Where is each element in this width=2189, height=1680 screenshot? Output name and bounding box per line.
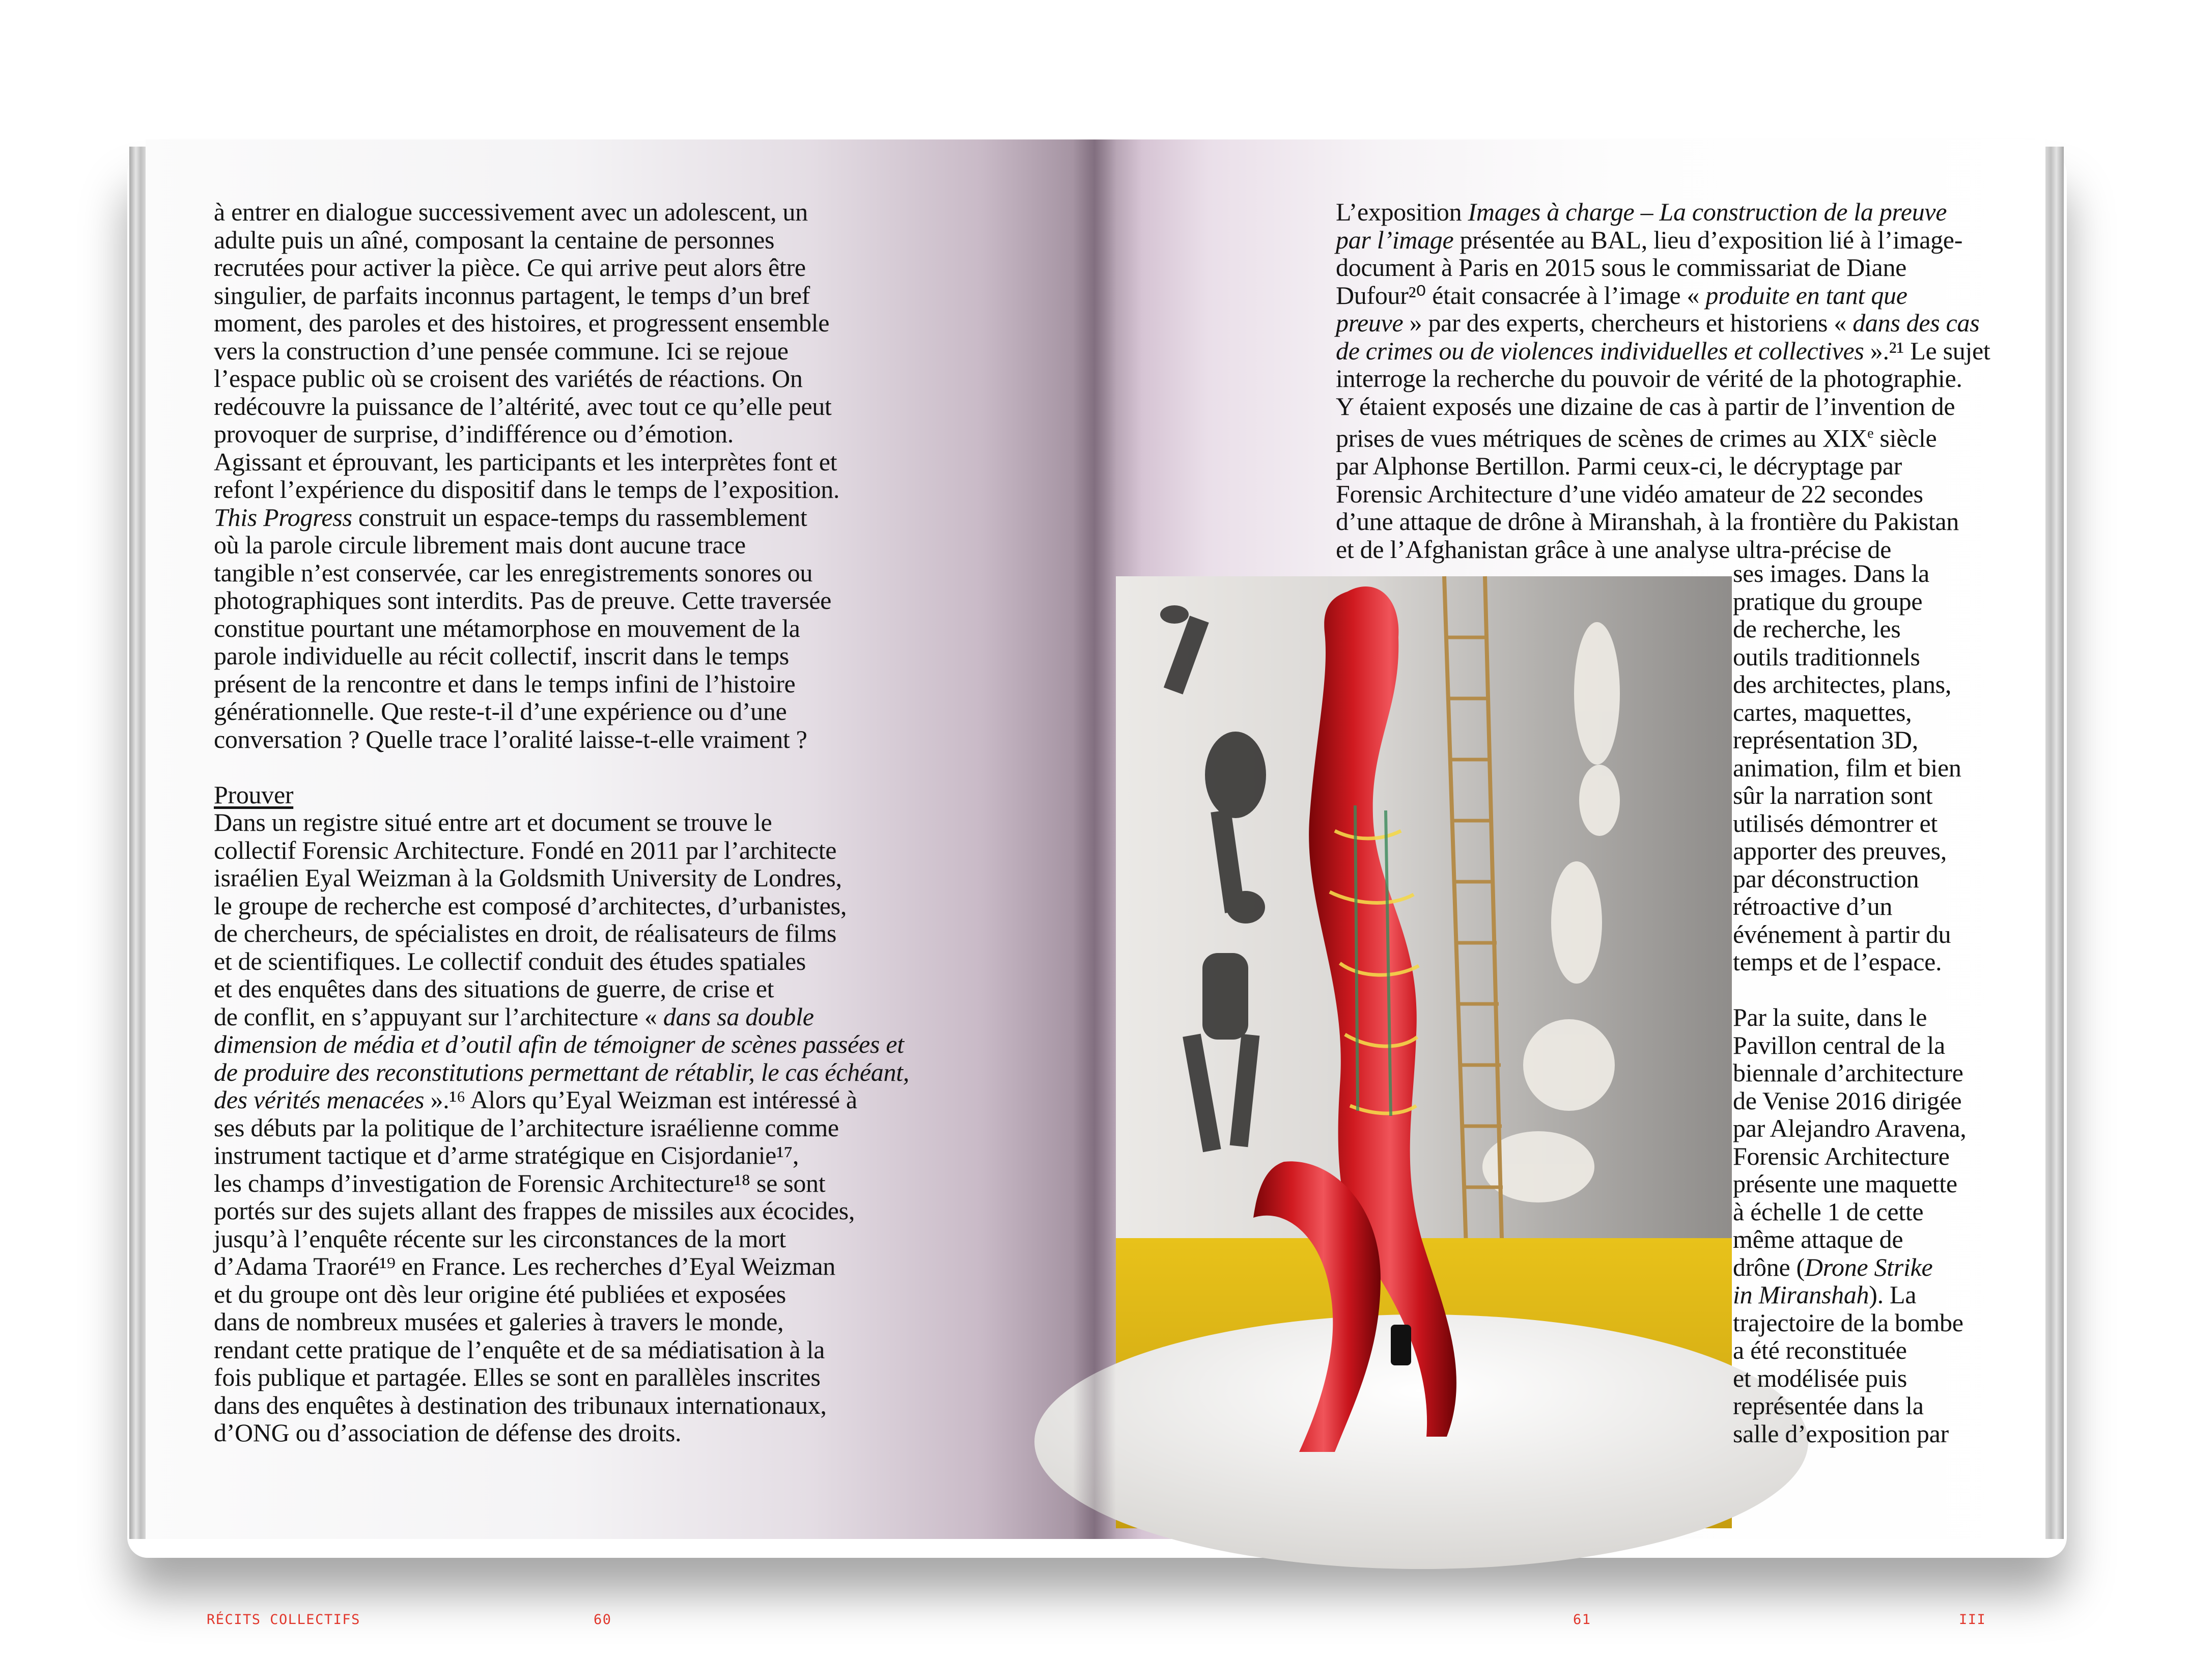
exhibition-title: par l’image xyxy=(1336,225,1454,254)
superscript: e xyxy=(1867,426,1874,441)
sculpture-photo xyxy=(1116,576,1732,1528)
quote-italic: dans sa double xyxy=(663,1002,814,1031)
page-stack-right xyxy=(2045,147,2064,1539)
text-line: d’Adama Traoré¹⁹ en France. Les recherches d’Eyal Weizman xyxy=(214,1252,835,1280)
page-number: 60 xyxy=(594,1612,612,1628)
text-line: provoquer de surprise, d’indifférence ou d’émotion. xyxy=(214,419,734,448)
quote-italic: preuve xyxy=(1336,309,1404,337)
text-line: document à Paris en 2015 sous le commissariat de Diane xyxy=(1336,253,1907,282)
text-line: le groupe de recherche est composé d’architectes, d’urbanistes, xyxy=(214,891,847,920)
text-line: fois publique et partagée. Elles se sont en parallèles inscrites xyxy=(214,1363,821,1391)
text-line: à échelle 1 de cette xyxy=(1733,1197,1924,1226)
text-line xyxy=(1336,282,2018,310)
text-line: et des enquêtes dans des situations de guerre, de crise et xyxy=(214,974,774,1003)
text-line: Pavillon central de la xyxy=(1733,1030,1945,1059)
text-line: instrument tactique et d’arme stratégique en Cisjordanie¹⁷, xyxy=(214,1141,799,1169)
text-line: où la parole circule librement mais dont aucune trace xyxy=(214,530,746,559)
page-number: 61 xyxy=(1573,1612,1591,1628)
text-line: rétroactive d’un xyxy=(1733,892,1893,920)
text-run: drône ( xyxy=(1733,1252,1805,1281)
text-run: ».²¹ Le sujet xyxy=(1864,336,1990,365)
text-line: Agissant et éprouvant, les participants et les interprètes font et xyxy=(214,447,837,476)
text-line: l’espace public où se croisent des variétés de réactions. On xyxy=(214,364,803,393)
text-line: les champs d’investigation de Forensic Architecture¹⁸ se sont xyxy=(214,1168,826,1197)
book-gutter xyxy=(1073,139,1116,1539)
quote-italic: de produire des reconstitutions permettant de rétablir, le cas échéant, xyxy=(214,1057,909,1086)
right-body-text-top xyxy=(1336,198,2018,563)
text-line xyxy=(1336,198,2018,226)
text-line: de chercheurs, de spécialistes en droit, de réalisateurs de films xyxy=(214,919,837,947)
text-line: sûr la narration sont xyxy=(1733,781,1933,809)
artwork-title: in Miranshah xyxy=(1733,1280,1869,1309)
text-line: conversation ? Quelle trace l’oralité laisse-t-elle vraiment ? xyxy=(214,724,807,753)
text-line: jusqu’à l’enquête récente sur les circonstances de la mort xyxy=(214,1224,786,1253)
text-line xyxy=(1336,226,2018,254)
text-line: Forensic Architecture d’une vidéo amateur de 22 secondes xyxy=(1336,479,1923,508)
text-run: » par des experts, chercheurs et historiens « xyxy=(1403,309,1853,337)
quote-italic: produite en tant que xyxy=(1705,281,1907,310)
text-line: par Alphonse Bertillon. Parmi ceux-ci, le décryptage par xyxy=(1336,452,1902,481)
text-line xyxy=(214,503,1028,531)
artwork-title: This Progress xyxy=(214,502,352,531)
text-line: d’une attaque de drône à Miranshah, à la frontière du Pakistan xyxy=(1336,507,1959,536)
text-line: animation, film et bien xyxy=(1733,753,1961,782)
text-line: portés sur des sujets allant des frappes de missiles aux écocides, xyxy=(214,1196,855,1225)
text-line: générationnelle. Que reste-t-il d’une expérience ou d’une xyxy=(214,697,787,725)
text-line: présent de la rencontre et dans le temps infini de l’histoire xyxy=(214,669,796,698)
text-line: constitue pourtant une métamorphose en mouvement de la xyxy=(214,613,800,642)
text-line: dans des enquêtes à destination des tribunaux internationaux, xyxy=(214,1390,827,1419)
text-line xyxy=(1336,420,2018,452)
left-page xyxy=(146,139,1094,1628)
text-line: parole individuelle au récit collectif, inscrit dans le temps xyxy=(214,641,789,670)
quote-italic: dimension de média et d’outil afin de témoigner de scènes passées et xyxy=(214,1030,904,1058)
text-line: vers la construction d’une pensée commune. Ici se rejoue xyxy=(214,336,789,365)
right-page xyxy=(1094,139,2045,1628)
text-line: et du groupe ont dès leur origine été publiées et exposées xyxy=(214,1279,786,1308)
quote-italic: des vérités menacées xyxy=(214,1085,425,1114)
text-line: pratique du groupe xyxy=(1733,586,1923,615)
text-line: israélien Eyal Weizman à la Goldsmith University de Londres, xyxy=(214,863,842,892)
text-run: prises de vues métriques de scènes de crimes au XIX xyxy=(1336,424,1868,453)
paragraph-gap xyxy=(1733,976,1998,1004)
text-line: ses images. Dans la xyxy=(1733,559,1929,587)
text-line: à entrer en dialogue successivement avec un adolescent, un xyxy=(214,198,808,226)
text-line: événement à partir du xyxy=(1733,919,1951,948)
text-line: photographiques sont interdits. Pas de preuve. Cette traversée xyxy=(214,586,832,614)
text-line xyxy=(1336,337,2018,365)
text-line: de recherche, les xyxy=(1733,614,1901,643)
text-line: présente une maquette xyxy=(1733,1169,1957,1198)
text-line: même attaque de xyxy=(1733,1225,1903,1253)
text-run: présentée au BAL, lieu d’exposition lié à l’image- xyxy=(1453,225,1963,254)
text-line xyxy=(214,1058,1028,1086)
text-line: collectif Forensic Architecture. Fondé en 2011 par l’architecte xyxy=(214,835,837,864)
text-line: utilisés démontrer et xyxy=(1733,808,1938,837)
text-line: salle d’exposition par xyxy=(1733,1419,1949,1448)
text-line: Forensic Architecture xyxy=(1733,1141,1950,1170)
text-line xyxy=(1733,1253,1998,1281)
right-body-text-side xyxy=(1733,559,1998,1447)
quote-italic: dans des cas xyxy=(1853,309,1980,337)
text-line xyxy=(214,1030,1028,1058)
running-footer-section: III xyxy=(1959,1612,1986,1628)
text-line: rendant cette pratique de l’enquête et de sa médiatisation à la xyxy=(214,1335,825,1364)
text-line xyxy=(214,1003,1028,1031)
quote-italic: de crimes ou de violences individuelles et collectives xyxy=(1336,336,1864,365)
text-run: ). La xyxy=(1869,1280,1917,1309)
text-line: trajectoire de la bombe xyxy=(1733,1308,1963,1337)
text-line xyxy=(1733,1281,1998,1309)
artwork-title: Drone Strike xyxy=(1804,1252,1933,1281)
left-body-text xyxy=(214,198,1028,1447)
text-line: cartes, maquettes, xyxy=(1733,697,1912,726)
text-line: tangible n’est conservée, car les enregistrements sonores ou xyxy=(214,558,813,587)
text-line: et de scientifiques. Le collectif conduit des études spatiales xyxy=(214,946,806,975)
text-line: moment, des paroles et des histoires, et progressent ensemble xyxy=(214,309,830,337)
text-line: biennale d’architecture xyxy=(1733,1058,1963,1087)
paragraph-gap xyxy=(214,753,1028,781)
text-line: représentée dans la xyxy=(1733,1391,1924,1420)
text-line: et de l’Afghanistan grâce à une analyse ultra-précise de xyxy=(1336,535,1891,564)
text-line: et modélisée puis xyxy=(1733,1363,1907,1392)
text-run: construit un espace-temps du rassemblement xyxy=(352,502,807,531)
section-heading: Prouver xyxy=(214,780,294,809)
text-line: refont l’expérience du dispositif dans le temps de l’exposition. xyxy=(214,475,840,503)
running-footer-section: RÉCITS COLLECTIFS xyxy=(207,1612,360,1628)
text-line: représentation 3D, xyxy=(1733,725,1918,754)
exhibition-title: Images à charge – La construction de la preuve xyxy=(1468,198,1947,226)
text-line: recrutées pour activer la pièce. Ce qui arrive peut alors être xyxy=(214,253,806,282)
text-run: ».¹⁶ Alors qu’Eyal Weizman est intéressé à xyxy=(424,1085,857,1114)
text-line: adulte puis un aîné, composant la centaine de personnes xyxy=(214,225,775,254)
page-stack-left xyxy=(129,147,146,1539)
text-line xyxy=(1336,309,2018,337)
text-line: singulier, de parfaits inconnus partagent, le temps d’un bref xyxy=(214,281,810,310)
text-line: ses débuts par la politique de l’architecture israélienne comme xyxy=(214,1113,839,1142)
text-run: Dufour²⁰ était consacrée à l’image « xyxy=(1336,281,1706,310)
text-run: siècle xyxy=(1873,424,1937,453)
photo-illustration xyxy=(1116,576,1732,1528)
text-line xyxy=(214,1086,1028,1114)
text-line: par déconstruction xyxy=(1733,864,1919,893)
text-line: apporter des preuves, xyxy=(1733,836,1947,865)
text-line: de Venise 2016 dirigée xyxy=(1733,1086,1962,1115)
text-run: de conflit, en s’appuyant sur l’architecture « xyxy=(214,1002,663,1031)
text-line: temps et de l’espace. xyxy=(1733,947,1942,976)
text-line: dans de nombreux musées et galeries à travers le monde, xyxy=(214,1307,784,1336)
text-line: Y étaient exposés une dizaine de cas à partir de l’invention de xyxy=(1336,391,1955,421)
text-line: interroge la recherche du pouvoir de vérité de la photographie. xyxy=(1336,364,1962,393)
text-line: Par la suite, dans le xyxy=(1733,1003,1927,1031)
text-run: L’exposition xyxy=(1336,198,1468,226)
text-line: outils traditionnels xyxy=(1733,642,1920,671)
text-line: a été reconstituée xyxy=(1733,1336,1907,1364)
text-line: Dans un registre situé entre art et document se trouve le xyxy=(214,808,772,836)
text-line: d’ONG ou d’association de défense des droits. xyxy=(214,1418,682,1447)
text-line: redécouvre la puissance de l’altérité, avec tout ce qu’elle peut xyxy=(214,391,832,421)
text-line: des architectes, plans, xyxy=(1733,670,1952,698)
text-line: par Alejandro Aravena, xyxy=(1733,1114,1967,1142)
